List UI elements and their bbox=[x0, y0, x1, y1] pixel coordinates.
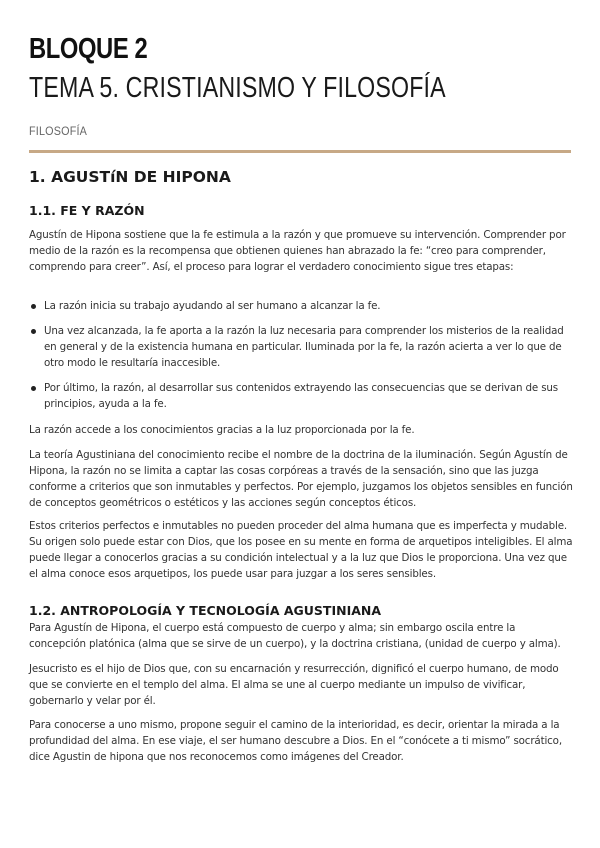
section-heading: 1. AGUSTíN DE HIPONA bbox=[29, 168, 231, 186]
paragraph: Estos criterios perfectos e inmutables no pueden proceder del alma humana que es imperfecta y mudable. Su origen solo puede estar con Dios, que los posee en su mente en forma de arquetipos inteligibles. El alma puede llegar a conocerlos gracias a su condición intelectual y a la luz que Dios le proporciona. Una vez que el alma conoce esos arquetipos, los puede usar para juzgar a los seres sensibles. bbox=[29, 520, 573, 580]
list-item: Una vez alcanzada, la fe aporta a la razón la luz necesaria para comprender los misterios de la realidad en general y de la existencia humana en particular. Iluminada por la fe, la razón acierta a ver lo que de otro modo le resultaría inaccesible. bbox=[44, 325, 564, 369]
topic-title: TEMA 5. CRISTIANISMO Y FILOSOFÍA bbox=[29, 72, 446, 104]
paragraph: Jesucristo es el hijo de Dios que, con su encarnación y resurrección, dignificó el cuerpo humano, de modo que se convierte en el templo del alma. El alma se une al cuerpo mediante un impulso de vivificar, gobernarlo y velar por él. bbox=[29, 663, 559, 707]
subsection-heading-fe-razon: 1.1. FE Y RAZÓN bbox=[29, 203, 145, 218]
list-item: La razón inicia su trabajo ayudando al ser humano a alcanzar la fe. bbox=[44, 300, 381, 312]
bullet-dot bbox=[31, 329, 36, 334]
subject-label: FILOSOFÍA bbox=[29, 124, 88, 138]
bullet-dot bbox=[31, 386, 36, 391]
subsection-heading-antropologia: 1.2. ANTROPOLOGÍA Y TECNOLOGÍA AGUSTINIANA bbox=[29, 603, 382, 618]
block-title: BLOQUE 2 bbox=[29, 33, 148, 65]
header-divider bbox=[29, 150, 571, 153]
paragraph-intro: Agustín de Hipona sostiene que la fe estimula a la razón y que promueve su intervención. Comprender por medio de la razón es la recompensa que obtienen quienes han abrazado la fe: “creo para comprender, comprendo para creer”. Así, el proceso para lograr el verdadero conocimiento sigue tres etapas: bbox=[29, 229, 566, 273]
paragraph: La razón accede a los conocimientos gracias a la luz proporcionada por la fe. bbox=[29, 424, 415, 436]
list-item: Por último, la razón, al desarrollar sus contenidos extrayendo las consecuencias que se derivan de sus principios, ayuda a la fe. bbox=[44, 382, 559, 410]
bullet-dot bbox=[31, 304, 36, 309]
paragraph: Para Agustín de Hipona, el cuerpo está compuesto de cuerpo y alma; sin embargo oscila entre la concepción platónica (alma que se sirve de un cuerpo), y la doctrina cristiana, (unidad de cuerpo y alma). bbox=[29, 622, 561, 650]
paragraph: La teoría Agustiniana del conocimiento recibe el nombre de la doctrina de la iluminación. Según Agustín de Hipona, la razón no se limita a captar las cosas corpóreas a través de la sensación, sino que las juzga conforme a criterios que son inmutables y perfectos. Por ejemplo, juzgamos los objetos sensibles en función de conceptos geométricos o estéticos y las acciones según conceptos éticos. bbox=[29, 449, 573, 509]
paragraph: Para conocerse a uno mismo, propone seguir el camino de la interioridad, es decir, orientar la mirada a la profundidad del alma. En ese viaje, el ser humano descubre a Dios. En el “conócete a ti mismo” socrático, dice Agustin de hipona que nos reconocemos como imágenes del Creador. bbox=[29, 719, 562, 763]
